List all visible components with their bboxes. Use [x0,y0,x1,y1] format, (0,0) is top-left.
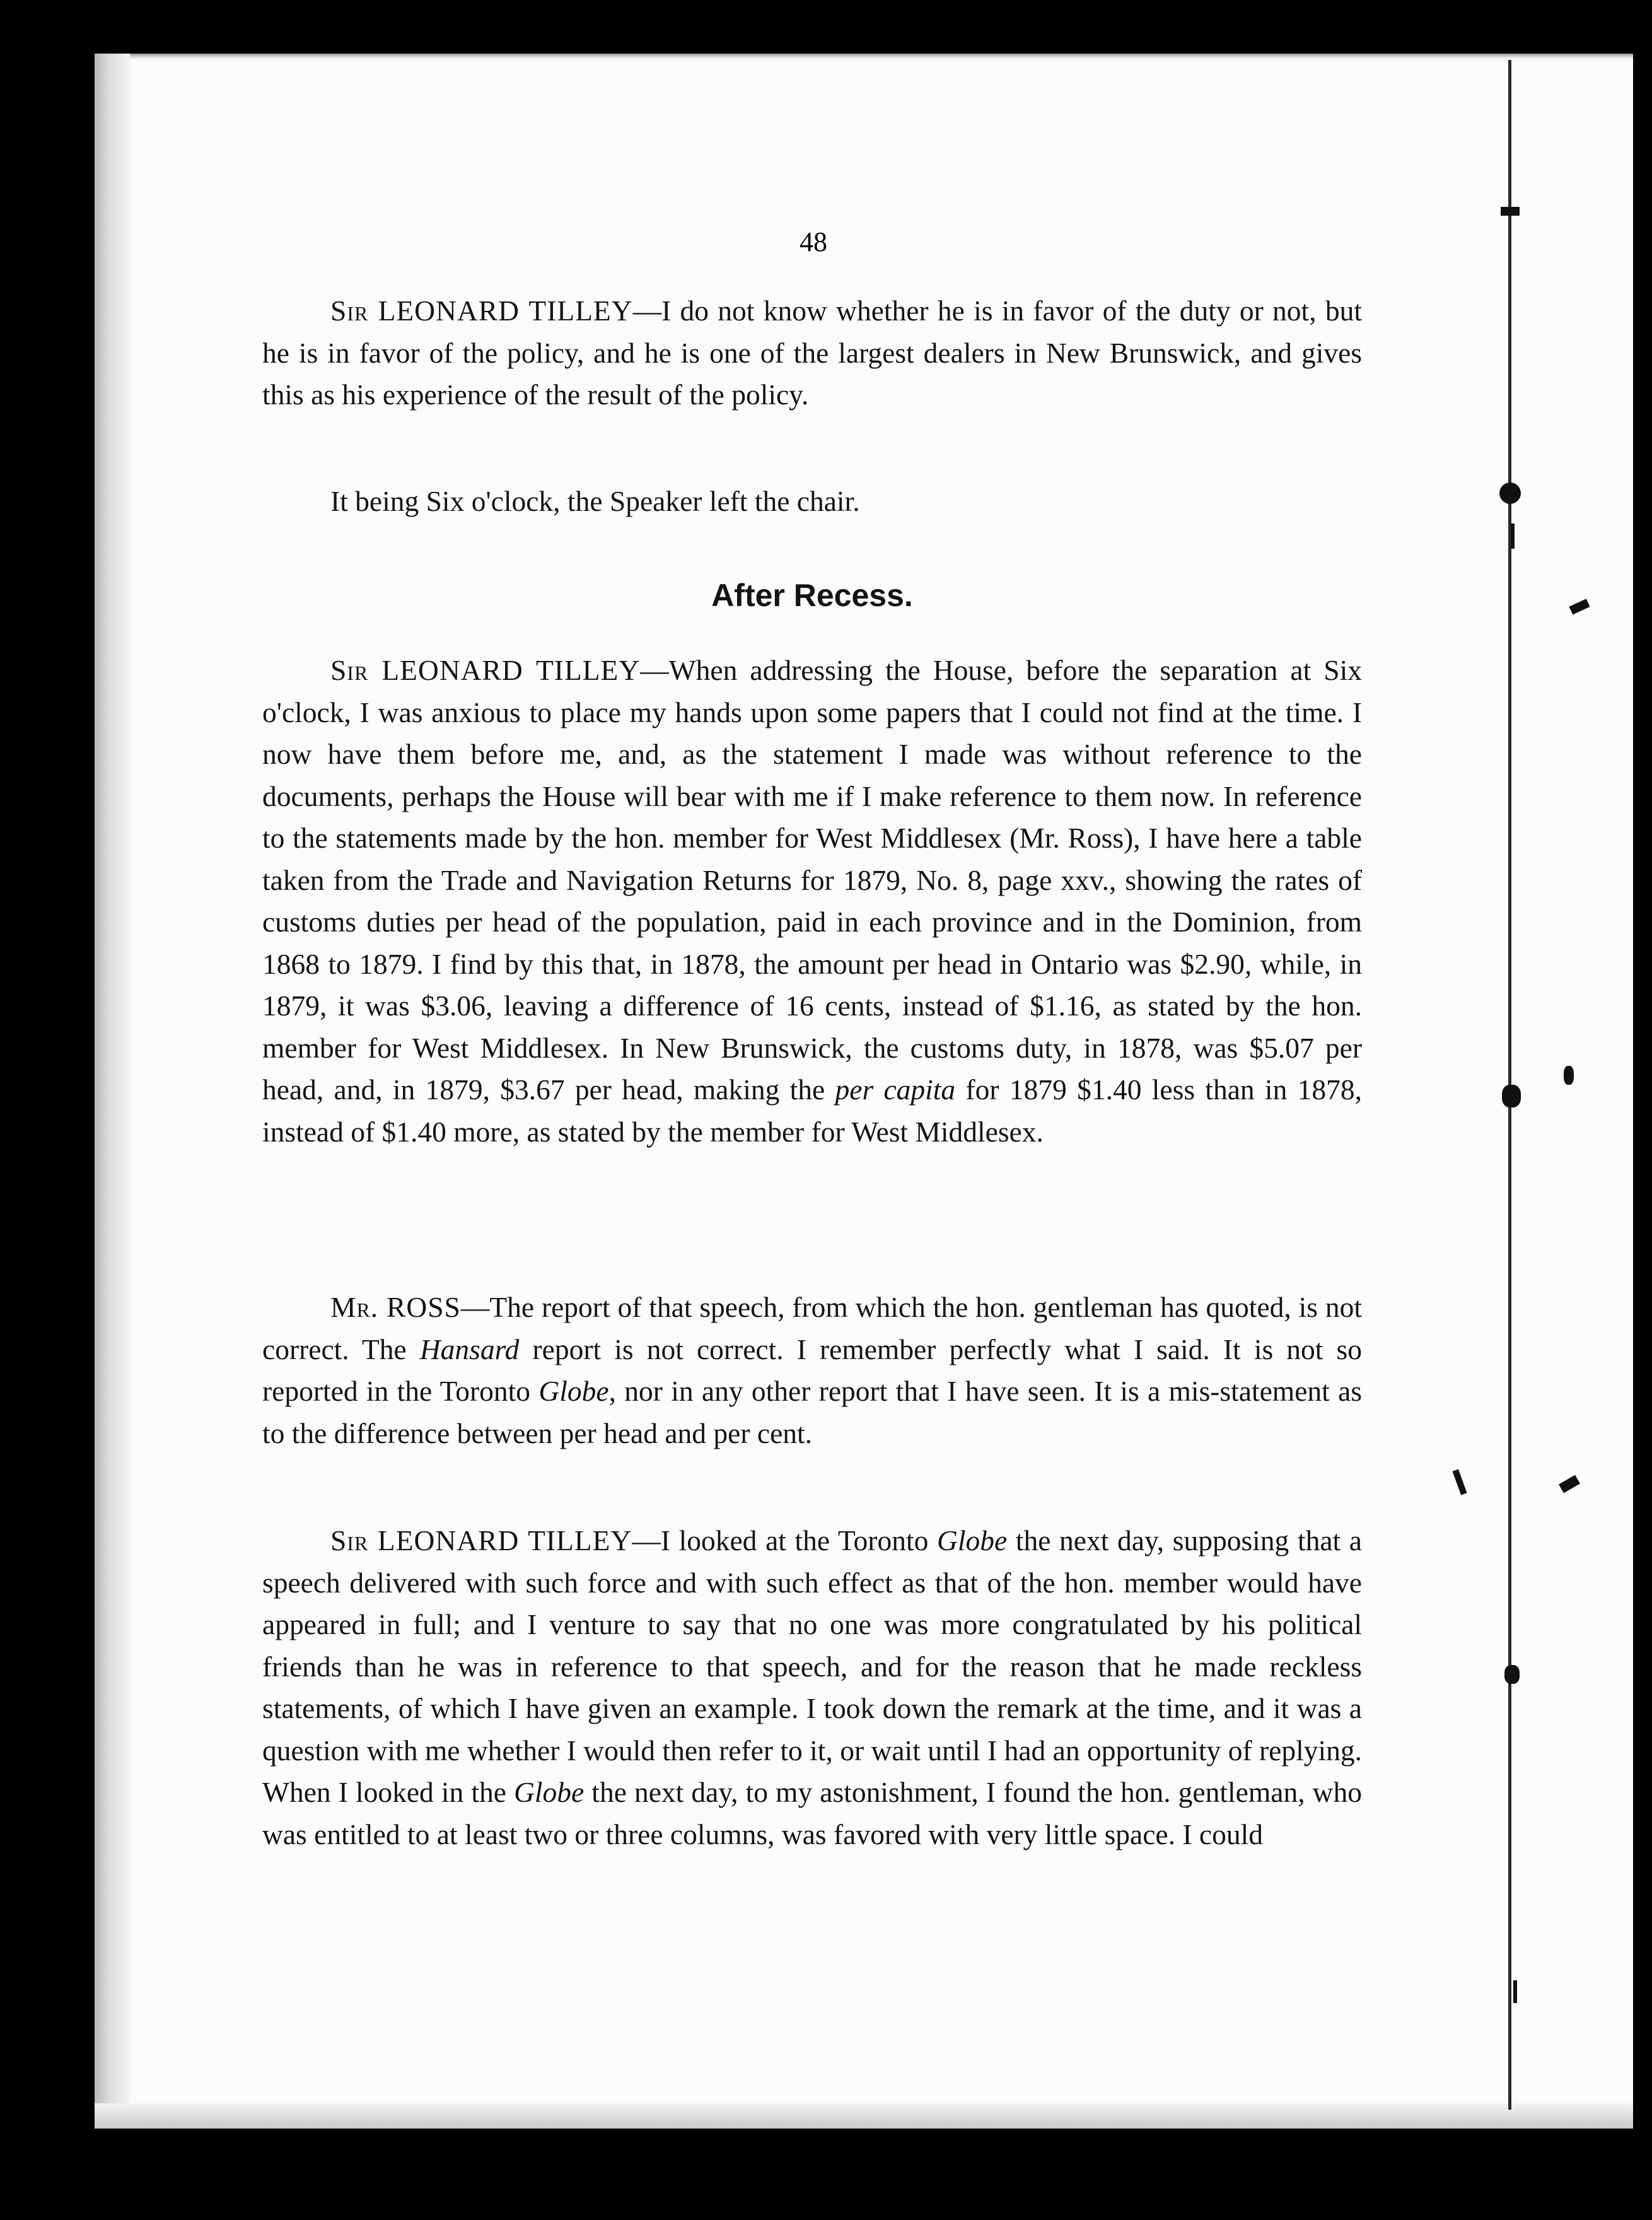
paragraph-ross [262,1287,1362,1454]
speaker-name: Sir LEONARD TILLEY [330,654,641,686]
paragraph-text: It being Six o'clock, the Speaker left the chair. [330,485,860,517]
italic-text: per capita [835,1073,956,1106]
scan-mark [1499,482,1521,504]
scan-mark [1504,1665,1520,1684]
scan-mark [1511,523,1515,549]
paragraph-tilley-3 [262,1520,1362,1855]
speaker-name: Sir LEONARD TILLEY [330,1524,632,1557]
scan-mark [1513,1980,1517,2003]
page-bottom-edge [95,2103,1633,2129]
section-heading: After Recess. [711,578,913,613]
paragraph-text: for 1879 $1.40 less than in 1878, instead of $1.40 more, as stated by the member for West Middlesex. [262,1073,1362,1148]
italic-text: Hansard [419,1333,520,1365]
speaker-name: Mr. ROSS [330,1291,461,1323]
paragraph-text: , nor in any other report that I have seen. It is a mis-statement as to the difference between per head and per cent. [262,1375,1362,1449]
page-left-edge [95,54,130,2129]
paragraph-text: report is not correct. I remember perfectly what I said. It is not so reported in the Toronto [262,1333,1362,1407]
scan-mark [1564,1066,1574,1085]
page-number: 48 [800,226,827,257]
paragraph-text: —I looked at the Toronto [632,1524,937,1557]
paragraph-text: the next day, to my astonishment, I found the hon. gentleman, who was entitled to at least two or three columns, was favored with very little space. I could [262,1776,1363,1850]
paragraph-text: —The report of that speech, from which the hon. gentleman has quoted, is not correct. The [262,1291,1362,1365]
paragraph-adjournment [262,481,1362,523]
paragraph-text: —I do not know whether he is in favor of the duty or not, but he is in favor of the policy, and he is one of the largest dealers in New Brunswick, and gives this as his experience of the result of the policy. [262,295,1362,411]
paragraph-tilley-2 [262,650,1362,1153]
scan-mark [1502,1085,1521,1107]
scan-mark [1501,207,1520,216]
italic-text: Globe [538,1375,609,1407]
italic-text: Globe [936,1524,1008,1557]
speaker-name: Sir LEONARD TILLEY [330,295,633,327]
paragraph-text: —When addressing the House, before the separation at Six o'clock, I was anxious to place my hands upon some papers that I could not find at the time. I now have them before me, and, as the statement I made was without reference to the documents, perhaps the House will bear with me if I make reference to them now. In reference to the statements made by the hon. member for West Middlesex (Mr. Ross), I have here a table taken from the Trade and Navigation Returns for 1879, No. 8, page xxv., showing the rates of customs duties per head of the population, paid in each province and in the Dominion, from 1868 to 1879. I find by this that, in 1878, the amount per head in Ontario was $2.90, while, in 1879, it was $3.06, leaving a difference of 16 cents, instead of $1.16, as stated by the hon. member for West Middlesex. In New Brunswick, the customs duty, in 1878, was $5.07 per head, and, in 1879, $3.67 per head, making the [262,654,1362,1106]
italic-text: Globe [514,1776,585,1808]
paragraph-tilley-1 [262,290,1362,416]
paragraph-text: the next day, supposing that a speech delivered with such force and with such effect as that of the hon. member would have appeared in full; and I venture to say that no one was more congratulated by his political friends than he was in reference to that speech, and for the reason that he made reckless statements, of which I have given an example. I took down the remark at the time, and it was a question with me whether I would then refer to it, or wait until I had an opportunity of replying. When I looked in the [262,1524,1362,1808]
